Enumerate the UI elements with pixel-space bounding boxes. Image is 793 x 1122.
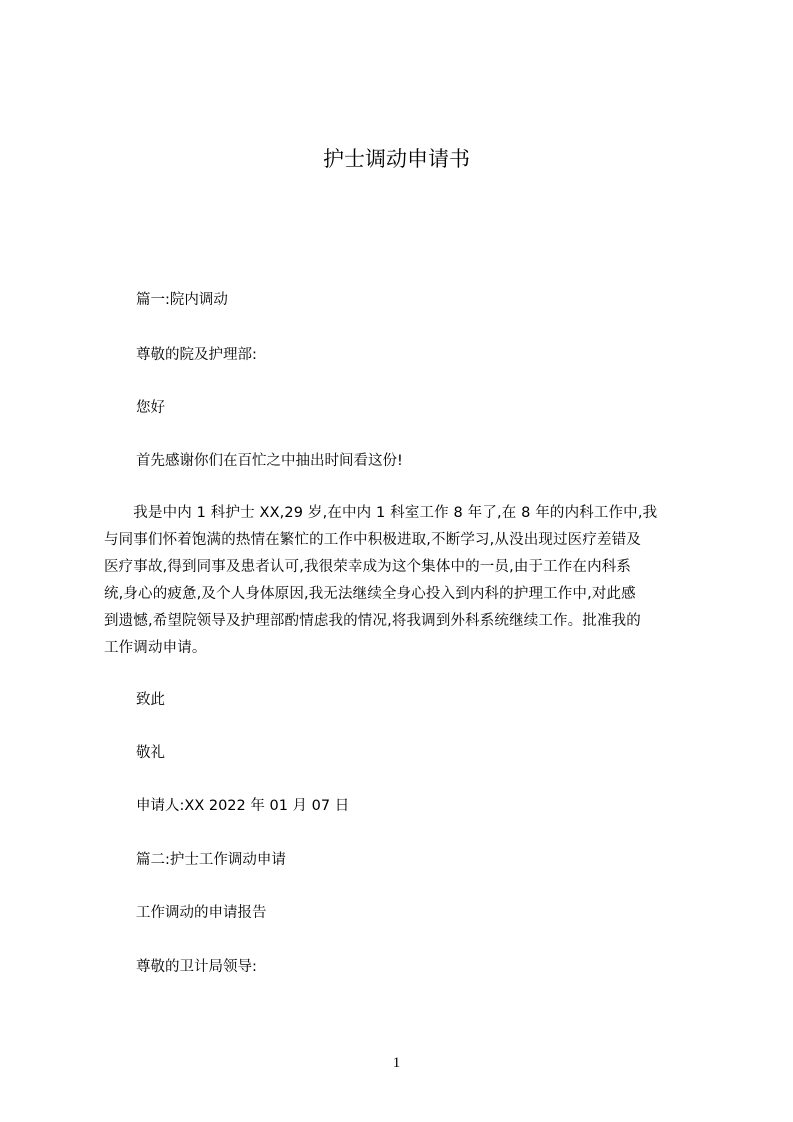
paragraph-line: 与同事们怀着饱满的热情在繁忙的工作中积极进取,不断学习,从没出现过医疗差错及 xyxy=(104,532,641,548)
closing-2: 敬礼 xyxy=(136,745,165,761)
document-title: 护士调动申请书 xyxy=(323,147,470,171)
greeting: 您好 xyxy=(136,400,165,416)
closing-1: 致此 xyxy=(136,692,165,708)
section-heading-1: 篇一:院内调动 xyxy=(136,292,228,308)
page-number: 1 xyxy=(392,1055,401,1071)
paragraph-line: 到遗憾,希望院领导及护理部酌情虑我的情况,将我调到外科系统继续工作。批准我的 xyxy=(104,613,641,629)
paragraph-line: 医疗事故,得到同事及患者认可,我很荣幸成为这个集体中的一员,由于工作在内科系 xyxy=(104,559,632,575)
salutation: 尊敬的院及护理部: xyxy=(136,347,257,363)
opening-line: 首先感谢你们在百忙之中抽出时间看这份! xyxy=(136,453,403,469)
paragraph-line: 工作调动申请。 xyxy=(104,640,207,656)
applicant-signature: 申请人:XX 2022 年 01 月 07 日 xyxy=(136,798,350,814)
report-title: 工作调动的申请报告 xyxy=(136,905,267,921)
salutation-2: 尊敬的卫计局领导: xyxy=(136,959,257,975)
paragraph-line: 我是中内 1 科护士 XX,29 岁,在中内 1 科室工作 8 年了,在 8 年的内科工作中,我 xyxy=(104,505,658,521)
paragraph-line: 统,身心的疲惫,及个人身体原因,我无法继续全身心投入到内科的护理工作中,对此感 xyxy=(104,586,636,602)
section-heading-2: 篇二:护士工作调动申请 xyxy=(136,852,286,868)
